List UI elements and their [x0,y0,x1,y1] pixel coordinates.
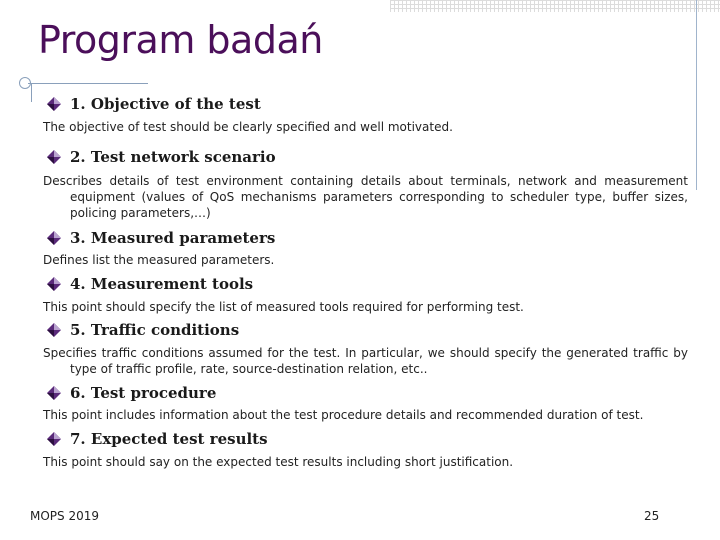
section-heading-6 [46,384,216,402]
diamond-bullet-icon [46,149,62,165]
section-body-1: The objective of test should be clearly specified and well motivated. [43,120,453,134]
diamond-bullet-icon [46,385,62,401]
section-heading-1 [46,95,261,113]
decorative-grid-band [390,0,720,12]
section-body-4: This point should specify the list of measured tools required for performing test. [43,300,524,314]
footer-course: MOPS 2019 [30,509,100,523]
section-body-5: Specifies traffic conditions assumed for the test. In particular, we should specify the generated traffic by type of traffic profile, rate, source-destination relation, etc.. [43,346,688,376]
section-heading-text: 6. Test procedure [70,384,217,402]
section-heading-text: 3. Measured parameters [70,229,276,247]
section-heading-text: 1. Objective of the test [70,95,261,113]
section-heading-5 [46,321,239,339]
diamond-bullet-icon [46,230,62,246]
section-body-2: Describes details of test environment containing details about terminals, network and measurement equipment (values of QoS mechanisms parameters corresponding to scheduler type, buffer sizes, policing parameters,…) [43,174,688,220]
decorative-horizontal-line [28,83,148,84]
page-number: 25 [644,509,660,523]
diamond-bullet-icon [46,431,62,447]
decorative-circle [19,77,31,89]
section-heading-text: 2. Test network scenario [70,148,276,166]
section-heading-text: 7. Expected test results [70,430,268,448]
diamond-bullet-icon [46,322,62,338]
diamond-bullet-icon [46,96,62,112]
section-heading-text: 5. Traffic conditions [70,321,240,339]
section-heading-4 [46,275,253,293]
section-heading-2 [46,148,276,166]
section-body-7: This point should say on the expected test results including short justification. [43,455,514,469]
decorative-tick-line [31,84,32,102]
section-body-3: Defines list the measured parameters. [43,253,275,267]
section-heading-3 [46,229,275,247]
section-heading-text: 4. Measurement tools [70,275,254,293]
diamond-bullet-icon [46,276,62,292]
section-heading-7 [46,430,268,448]
decorative-vertical-line [696,0,697,190]
slide-title: Program badań [38,18,323,62]
section-body-6: This point includes information about the test procedure details and recommended duration of test. [43,408,644,422]
